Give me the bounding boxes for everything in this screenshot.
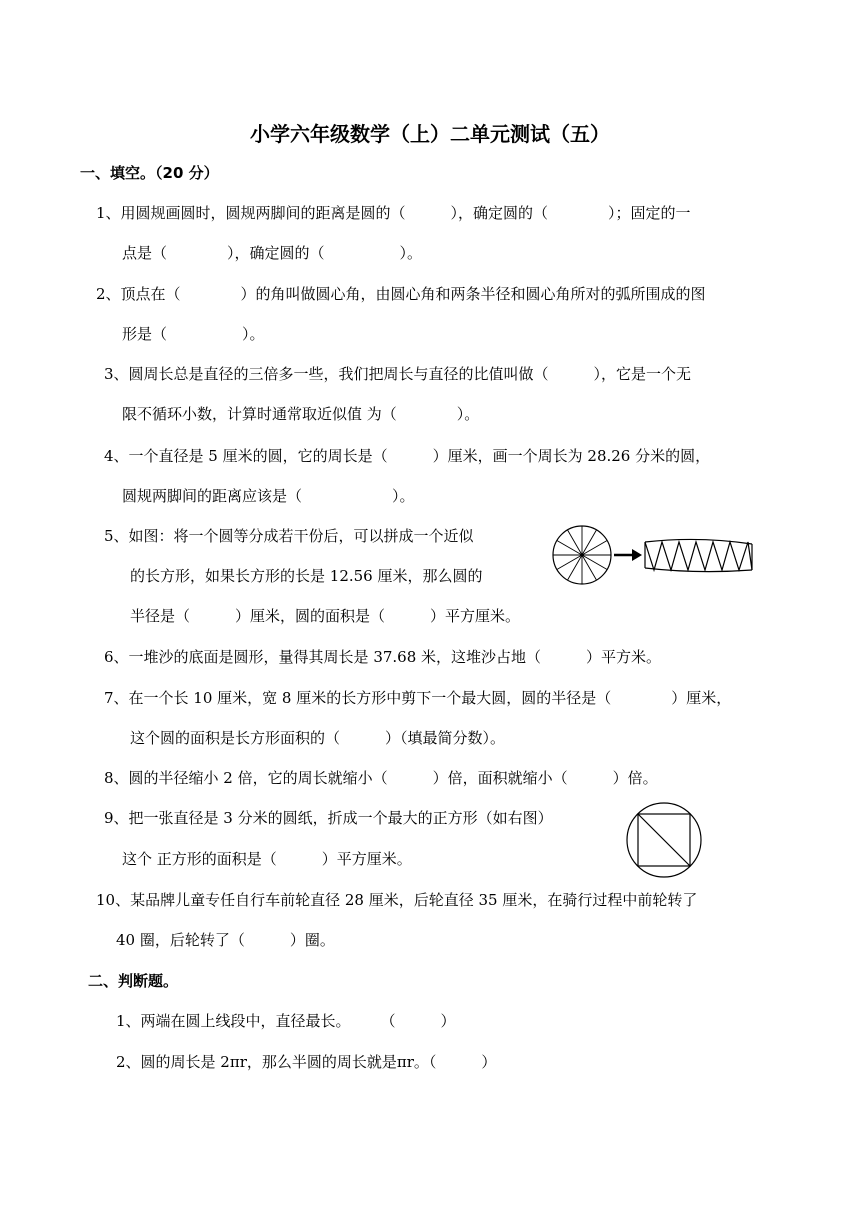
q2-line1: 2、顶点在（ ）的角叫做圆心角，由圆心角和两条半径和圆心角所对的弧所围成的图	[96, 285, 706, 303]
q1-line2: 点是（ ），确定圆的（ ）。	[122, 244, 423, 262]
q9-line2: 这个 正方形的面积是（ ）平方厘米。	[122, 850, 412, 868]
q5-line2: 的长方形，如果长方形的长是 12.56 厘米，那么圆的	[130, 567, 483, 585]
inscribed-square-figure	[624, 800, 704, 880]
tf-q2-line: 2、圆的周长是 2πr，那么半圆的周长就是πr。（ ）	[116, 1053, 497, 1071]
q3-line2: 限不循环小数，计算时通常取近似值 为（ ）。	[122, 405, 480, 423]
approximate-rectangle	[645, 539, 752, 571]
q10-line2: 40 圈，后轮转了（ ）圈。	[116, 931, 335, 949]
q4-line1: 4、一个直径是 5 厘米的圆，它的周长是（ ）厘米，画一个周长为 28.26 分米的圆，	[104, 447, 711, 465]
q5-line1: 5、如图：将一个圆等分成若干份后，可以拼成一个近似	[104, 527, 474, 545]
q8-line: 8、圆的半径缩小 2 倍，它的周长就缩小（ ）倍，面积就缩小（ ）倍。	[104, 769, 658, 787]
q9-line1: 9、把一张直径是 3 分米的圆纸，折成一个最大的正方形（如右图）	[104, 809, 553, 827]
q10-line1: 10、某品牌儿童专任自行车前轮直径 28 厘米，后轮直径 35 厘米，在骑行过程中前轮转了	[96, 891, 698, 909]
circle-to-rectangle-figure	[550, 524, 760, 592]
q1-line1: 1、用圆规画圆时，圆规两脚间的距离是圆的（ ），确定圆的（ ）；固定的一	[96, 204, 691, 222]
q4-line2: 圆规两脚间的距离应该是（ ）。	[122, 487, 415, 505]
tf-q1-line: 1、两端在圆上线段中，直径最长。 （ ）	[116, 1012, 456, 1030]
sector-circle	[553, 526, 611, 584]
section-true-false-heading: 二、判断题。	[88, 972, 179, 990]
q5-line3: 半径是（ ）厘米，圆的面积是（ ）平方厘米。	[130, 607, 521, 625]
q6-line: 6、一堆沙的底面是圆形，量得其周长是 37.68 米，这堆沙占地（ ）平方米。	[104, 648, 662, 666]
q2-line2: 形是（ ）。	[122, 325, 265, 343]
q7-line1: 7、在一个长 10 厘米，宽 8 厘米的长方形中剪下一个最大圆，圆的半径是（ ）厘米，	[104, 689, 732, 707]
page-title: 小学六年级数学（上）二单元测试（五）	[250, 122, 610, 146]
section-fill-blank-heading: 一、填空。（20 分）	[80, 164, 219, 182]
arrow-icon	[614, 549, 642, 561]
q7-line2: 这个圆的面积是长方形面积的（ ）（填最简分数）。	[130, 729, 506, 747]
q3-line1: 3、圆周长总是直径的三倍多一些，我们把周长与直径的比值叫做（ ），它是一个无	[104, 365, 692, 383]
